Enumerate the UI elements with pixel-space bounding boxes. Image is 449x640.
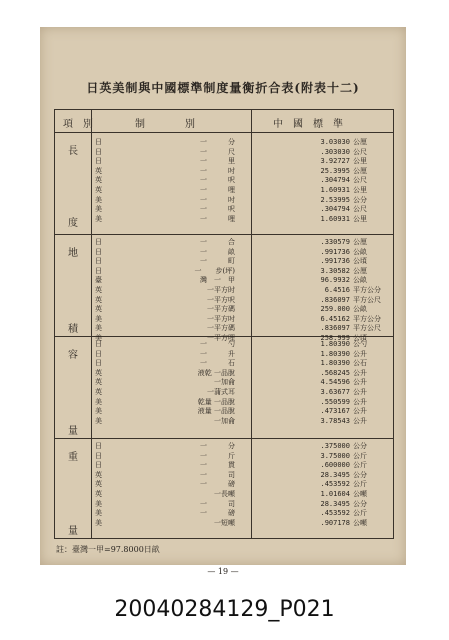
header-category: 項 別 xyxy=(63,119,93,130)
row-system: 日 xyxy=(95,340,102,348)
row-system: 日 xyxy=(95,157,102,166)
row-standard-unit: 公分 xyxy=(353,442,367,450)
row-system: 美 xyxy=(95,324,102,333)
category-volume-bottom: 量 xyxy=(68,426,78,437)
section-divider xyxy=(55,234,393,235)
row-unit: 灣 一 甲 xyxy=(200,276,235,285)
row-standard-unit: 公斤 xyxy=(353,451,367,460)
row-system: 美 xyxy=(95,205,102,214)
category-area-top: 地 xyxy=(68,248,78,259)
row-unit: 一 里 xyxy=(200,157,235,166)
row-unit: 一平方哩 xyxy=(207,334,235,342)
row-value: 3.75000 xyxy=(320,451,350,460)
table-row xyxy=(55,248,393,257)
row-system: 日 xyxy=(95,266,102,275)
row-standard-unit: 公分 xyxy=(353,470,367,479)
table-row xyxy=(55,519,393,528)
table-row xyxy=(55,340,393,349)
row-system: 英 xyxy=(95,490,102,498)
row-standard-unit: 公畝 xyxy=(353,247,367,256)
row-standard-unit: 公斤 xyxy=(353,480,367,489)
row-standard-unit: 平方公尺 xyxy=(353,324,381,333)
category-length-bottom: 度 xyxy=(68,218,78,229)
row-system: 日 xyxy=(95,238,102,246)
row-unit: 乾量 一品脫 xyxy=(197,397,235,406)
table-row xyxy=(55,276,393,285)
row-standard-unit: 公升 xyxy=(353,368,367,377)
row-unit: 一 斤 xyxy=(200,451,235,460)
row-unit: 一 分 xyxy=(200,442,235,450)
table-row xyxy=(55,417,393,426)
row-system: 美 xyxy=(95,214,102,223)
table-row xyxy=(55,509,393,518)
table-row xyxy=(55,176,393,185)
row-standard-unit: 平方公尺 xyxy=(353,295,381,304)
row-unit: 一 吋 xyxy=(200,195,235,204)
row-unit: 一平方时 xyxy=(207,286,235,294)
row-value: 1.80390 xyxy=(320,359,350,368)
row-system: 日 xyxy=(95,257,102,266)
row-unit: 一 磅 xyxy=(200,509,235,518)
row-system: 英 xyxy=(95,378,102,387)
row-standard-unit: 公升 xyxy=(353,416,367,425)
row-system: 英 xyxy=(95,166,102,175)
row-standard-unit: 公尺 xyxy=(353,205,367,214)
row-unit: 一 分 xyxy=(200,138,235,146)
row-standard-unit: 公尺 xyxy=(353,176,367,185)
row-value: 3.63677 xyxy=(320,388,350,396)
table-row xyxy=(55,471,393,480)
row-standard-unit: 公升 xyxy=(353,397,367,406)
row-value: .550599 xyxy=(320,397,350,406)
row-standard-unit: 公升 xyxy=(353,388,367,396)
row-unit: 液乾 一品脫 xyxy=(197,368,235,377)
row-unit: 一 哩 xyxy=(200,186,235,194)
row-standard-unit: 公厘 xyxy=(353,238,367,246)
category-area-bottom: 積 xyxy=(68,324,78,335)
table-row xyxy=(55,196,393,205)
table-row xyxy=(55,452,393,461)
row-standard-unit: 公石 xyxy=(353,359,367,368)
row-standard-unit: 公厘 xyxy=(353,166,367,175)
row-system: 日 xyxy=(95,147,102,156)
row-standard-unit: 公里 xyxy=(353,186,367,194)
row-value: 258.999 xyxy=(320,334,350,342)
row-value: 1.80390 xyxy=(320,340,350,348)
row-standard-unit: 公升 xyxy=(353,349,367,358)
row-value: .991736 xyxy=(320,247,350,256)
row-unit: 一 合 xyxy=(200,238,235,246)
table-row xyxy=(55,369,393,378)
row-value: 3.92727 xyxy=(320,157,350,166)
header-system: 制 別 xyxy=(135,119,195,130)
table-row xyxy=(55,480,393,489)
table-row xyxy=(55,257,393,266)
table-row xyxy=(55,167,393,176)
row-unit: 一 司 xyxy=(200,499,235,508)
row-value: .453592 xyxy=(320,480,350,489)
row-standard-unit: 公頃 xyxy=(353,334,367,342)
row-value: .304794 xyxy=(320,205,350,214)
row-standard-unit: 公噸 xyxy=(353,490,367,498)
row-system: 美 xyxy=(95,397,102,406)
row-unit: 一 呎 xyxy=(200,176,235,185)
row-unit: 一 貫 xyxy=(200,461,235,470)
footnote: 註：臺灣一甲=97.8000日畝 xyxy=(56,545,160,554)
row-system: 美 xyxy=(95,407,102,416)
row-unit: 一 町 xyxy=(200,257,235,266)
row-system: 英 xyxy=(95,186,102,194)
table-row xyxy=(55,148,393,157)
table-row xyxy=(55,398,393,407)
row-value: 6.45162 xyxy=(320,314,350,323)
row-standard-unit: 公畝 xyxy=(353,305,367,314)
row-unit: 一短噸 xyxy=(214,518,235,527)
row-unit: 液量 一品脫 xyxy=(197,407,235,416)
row-standard-unit: 公勺 xyxy=(353,340,367,348)
row-unit: 一 尺 xyxy=(200,147,235,156)
row-unit: 一加侖 xyxy=(214,378,235,387)
header-standard: 中 國 標 準 xyxy=(273,119,343,130)
row-standard-unit: 公尺 xyxy=(353,147,367,156)
table-row xyxy=(55,350,393,359)
scanned-page xyxy=(40,27,406,576)
row-standard-unit: 公頃 xyxy=(353,257,367,266)
row-system: 英 xyxy=(95,388,102,396)
table-row xyxy=(55,442,393,451)
row-value: .303030 xyxy=(320,147,350,156)
row-value: .330579 xyxy=(320,238,350,246)
row-system: 日 xyxy=(95,138,102,146)
row-value: 1.60931 xyxy=(320,186,350,194)
image-caption: 20040284129_P021 xyxy=(114,597,335,622)
row-system: 英 xyxy=(95,286,102,294)
table-row xyxy=(55,296,393,305)
table-row xyxy=(55,138,393,147)
table-row xyxy=(55,305,393,314)
row-system: 英 xyxy=(95,368,102,377)
row-standard-unit: 公分 xyxy=(353,195,367,204)
row-unit: 一 步(坪) xyxy=(194,266,235,275)
row-value: 3.30582 xyxy=(320,266,350,275)
row-unit: 一 哩 xyxy=(200,214,235,223)
row-value: 1.80390 xyxy=(320,349,350,358)
row-system: 臺 xyxy=(95,276,102,285)
table-row xyxy=(55,157,393,166)
row-unit: 一長噸 xyxy=(214,490,235,498)
row-value: 4.54596 xyxy=(320,378,350,387)
row-value: .453592 xyxy=(320,509,350,518)
row-system: 美 xyxy=(95,195,102,204)
row-unit: 一平方吋 xyxy=(207,314,235,323)
conversion-table xyxy=(54,109,394,539)
row-unit: 一 畝 xyxy=(200,247,235,256)
row-standard-unit: 公升 xyxy=(353,378,367,387)
row-system: 美 xyxy=(95,499,102,508)
row-system: 日 xyxy=(95,461,102,470)
table-row xyxy=(55,461,393,470)
category-length-top: 長 xyxy=(68,146,78,157)
row-unit: 一加侖 xyxy=(214,416,235,425)
table-header xyxy=(55,110,393,133)
table-row xyxy=(55,388,393,397)
row-standard-unit: 公升 xyxy=(353,407,367,416)
row-value: .375000 xyxy=(320,442,350,450)
table-row xyxy=(55,490,393,499)
row-system: 英 xyxy=(95,305,102,314)
row-unit: 一 磅 xyxy=(200,480,235,489)
row-standard-unit: 公厘 xyxy=(353,138,367,146)
row-system: 美 xyxy=(95,334,102,342)
row-value: 28.3495 xyxy=(320,499,350,508)
row-standard-unit: 公厘 xyxy=(353,266,367,275)
table-row xyxy=(55,215,393,224)
row-standard-unit: 平方公分 xyxy=(353,314,381,323)
row-unit: 一 司 xyxy=(200,470,235,479)
row-system: 日 xyxy=(95,442,102,450)
table-row xyxy=(55,186,393,195)
table-row xyxy=(55,378,393,387)
row-value: 3.78543 xyxy=(320,416,350,425)
row-standard-unit: 公分 xyxy=(353,499,367,508)
row-unit: 一 呎 xyxy=(200,205,235,214)
row-unit: 一蒲式耳 xyxy=(207,388,235,396)
row-value: 1.60931 xyxy=(320,214,350,223)
row-value: .568245 xyxy=(320,368,350,377)
table-row xyxy=(55,407,393,416)
table-row xyxy=(55,205,393,214)
row-unit: 一平方碼 xyxy=(207,324,235,333)
table-row xyxy=(55,359,393,368)
row-system: 日 xyxy=(95,247,102,256)
row-standard-unit: 公斤 xyxy=(353,461,367,470)
category-weight-top: 重 xyxy=(68,452,78,463)
table-row xyxy=(55,286,393,295)
row-unit: 一 石 xyxy=(200,359,235,368)
row-value: .836097 xyxy=(320,295,350,304)
row-value: 6.4516 xyxy=(324,286,350,294)
row-value: .907178 xyxy=(320,518,350,527)
row-value: .473167 xyxy=(320,407,350,416)
row-system: 日 xyxy=(95,349,102,358)
row-system: 美 xyxy=(95,314,102,323)
row-standard-unit: 公噸 xyxy=(353,518,367,527)
page-number: — 19 — xyxy=(207,567,239,576)
row-value: .836097 xyxy=(320,324,350,333)
row-unit: 一 升 xyxy=(200,349,235,358)
row-value: 2.53995 xyxy=(320,195,350,204)
table-row xyxy=(55,315,393,324)
row-value: 25.3995 xyxy=(320,166,350,175)
row-value: 259.000 xyxy=(320,305,350,314)
category-weight-bottom: 量 xyxy=(68,526,78,537)
row-value: 28.3495 xyxy=(320,470,350,479)
row-system: 日 xyxy=(95,451,102,460)
row-unit: 一 吋 xyxy=(200,166,235,175)
row-standard-unit: 平方公分 xyxy=(353,286,381,294)
row-value: .600000 xyxy=(320,461,350,470)
table-row xyxy=(55,238,393,247)
table-row xyxy=(55,500,393,509)
row-system: 英 xyxy=(95,470,102,479)
row-standard-unit: 公斤 xyxy=(353,509,367,518)
row-system: 日 xyxy=(95,359,102,368)
row-system: 英 xyxy=(95,295,102,304)
row-system: 美 xyxy=(95,509,102,518)
row-unit: 一平方呎 xyxy=(207,295,235,304)
row-unit: 一平方碼 xyxy=(207,305,235,314)
row-system: 英 xyxy=(95,176,102,185)
section-divider xyxy=(55,438,393,439)
row-standard-unit: 公畝 xyxy=(353,276,367,285)
row-value: 1.01604 xyxy=(320,490,350,498)
row-system: 美 xyxy=(95,416,102,425)
row-unit: 一 勺 xyxy=(200,340,235,348)
category-volume-top: 容 xyxy=(68,350,78,361)
row-system: 美 xyxy=(95,518,102,527)
page-title: 日英美制與中國標準制度量衡折合表(附表十二) xyxy=(86,81,360,95)
table-row xyxy=(55,267,393,276)
row-value: .991736 xyxy=(320,257,350,266)
row-value: 96.9932 xyxy=(320,276,350,285)
row-standard-unit: 公里 xyxy=(353,214,367,223)
row-system: 英 xyxy=(95,480,102,489)
table-row xyxy=(55,324,393,333)
row-standard-unit: 公里 xyxy=(353,157,367,166)
row-value: 3.03030 xyxy=(320,138,350,146)
row-value: .304794 xyxy=(320,176,350,185)
